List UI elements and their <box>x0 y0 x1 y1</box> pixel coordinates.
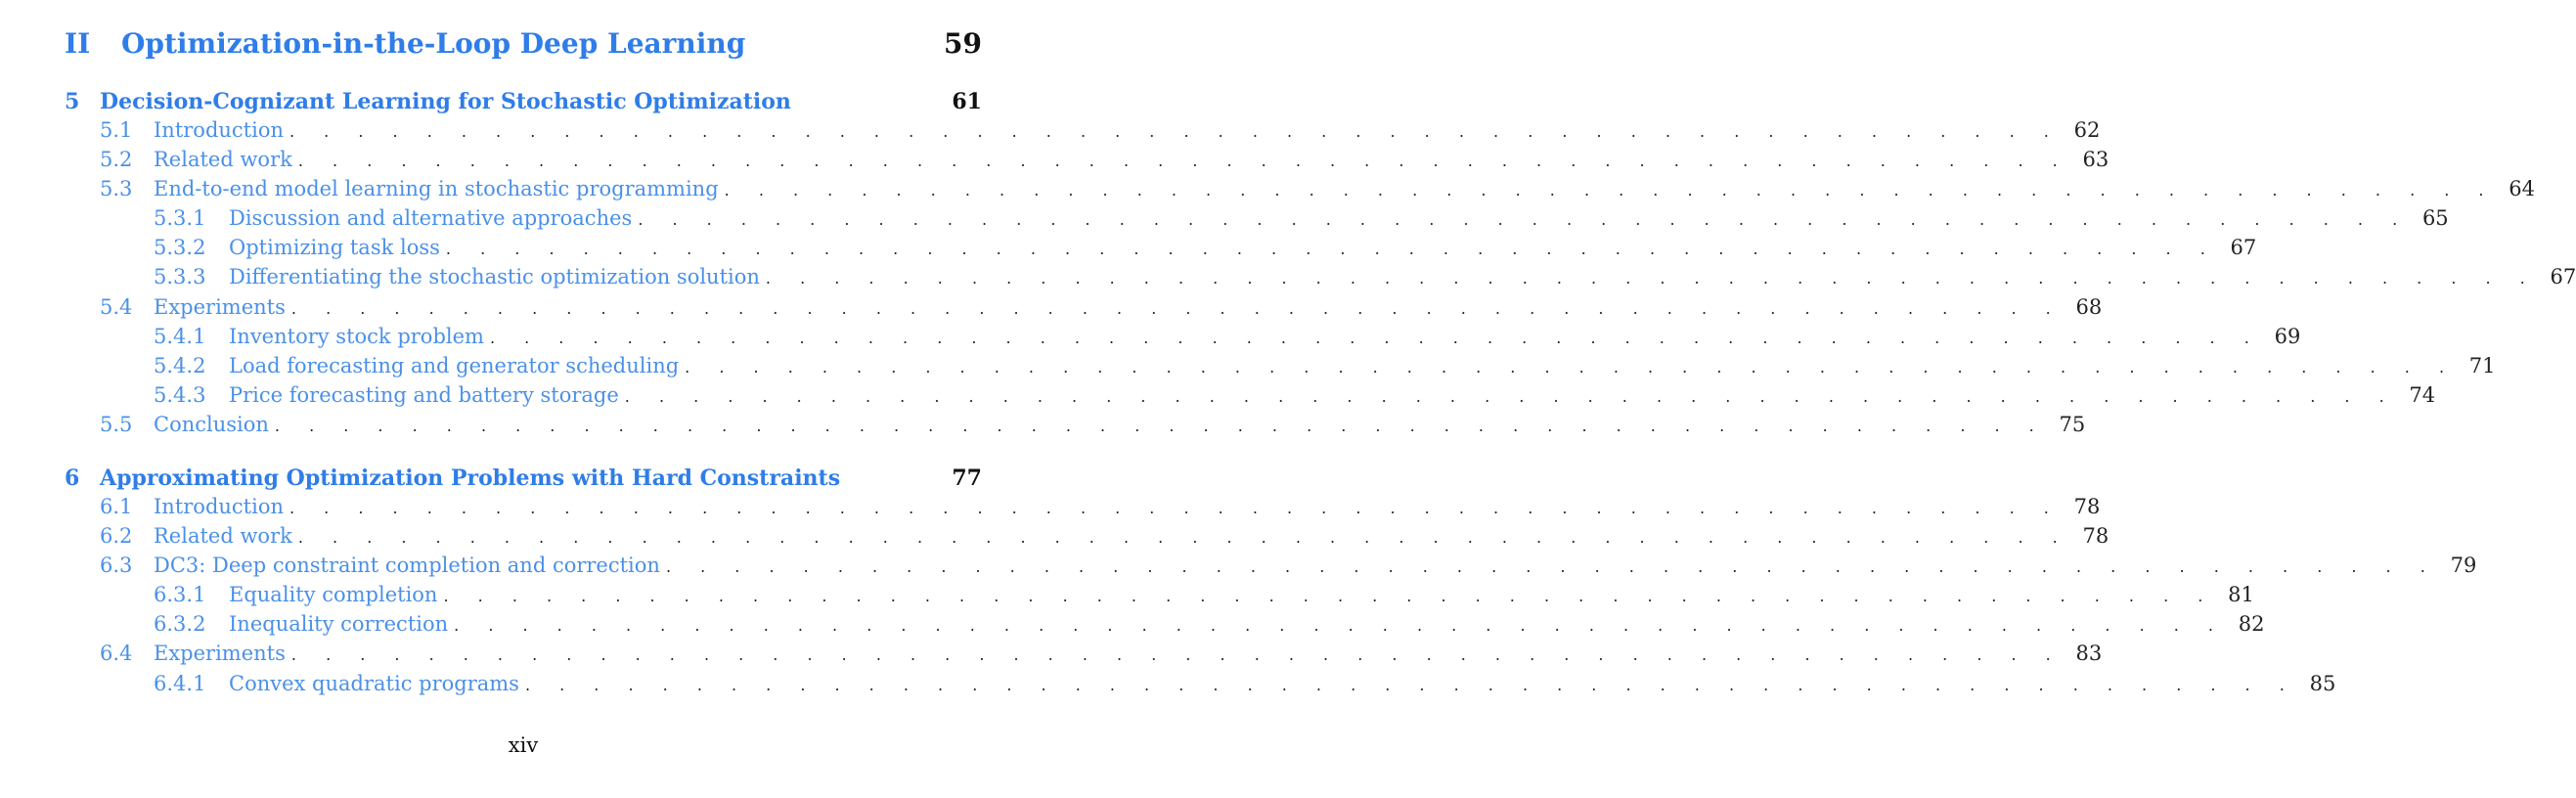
subsection-number: 6.3.1 <box>154 583 206 607</box>
subsection-title-link[interactable]: Differentiating the stochastic optimization solution <box>229 265 760 289</box>
subsection-number: 5.4.3 <box>154 382 206 407</box>
subsection-number: 6.3.2 <box>154 612 206 637</box>
subsection-page-number: 71 <box>2468 353 2496 377</box>
section-page-number: 62 <box>2073 118 2101 142</box>
subsection-title-link[interactable]: Equality completion <box>229 583 438 607</box>
dot-leader: . . . . . . . . . . . . . . . . . . . . . . . . . . . . . . . . . . . . . . . . . . . . . . . . . . . . <box>290 298 2064 318</box>
section-page-number: 63 <box>2082 148 2110 172</box>
toc-entry[interactable] <box>65 671 2336 701</box>
toc-chapter-6 <box>65 466 2477 701</box>
section-title-link[interactable]: Introduction <box>154 118 284 142</box>
dot-leader: . . . . . . . . . . . . . . . . . . . . . . . . . . . . . . . . . . . . . . . . . . . . . . . . . . . . <box>297 152 2070 171</box>
section-title-link[interactable]: Related work <box>154 524 292 549</box>
toc-entry[interactable] <box>65 642 2103 671</box>
section-page-number: 78 <box>2073 495 2101 518</box>
subsection-title-link[interactable]: Load forecasting and generator scheduling <box>229 353 680 377</box>
section-title-link[interactable]: End-to-end model learning in stochastic programming <box>154 177 719 201</box>
part-title-link[interactable]: Optimization-in-the-Loop Deep Learning <box>121 27 746 60</box>
dot-leader: . . . . . . . . . . . . . . . . . . . . . . . . . . . . . . . . . . . . . . . . . . . . . . . . . . . . <box>724 181 2496 200</box>
section-number: 5.2 <box>100 148 133 172</box>
chapter-number: 5 <box>65 89 80 114</box>
subsection-number: 5.3.3 <box>154 265 206 289</box>
toc-entry[interactable] <box>65 118 2101 148</box>
chapter-title-link[interactable]: Approximating Optimization Problems with Hard Constraints <box>100 466 841 491</box>
toc-entry[interactable] <box>65 206 2449 236</box>
dot-leader: . . . . . . . . . . . . . . . . . . . . . . . . . . . . . . . . . . . . . . . . . . . . . . . . . . . . <box>665 557 2438 577</box>
subsection-page-number: 67 <box>2550 265 2576 289</box>
dot-leader: . . . . . . . . . . . . . . . . . . . . . . . . . . . . . . . . . . . . . . . . . . . . . . . . . . . . <box>624 386 2397 406</box>
page-number-footer: xiv <box>508 733 539 757</box>
subsection-page-number: 82 <box>2238 612 2265 637</box>
section-number: 6.2 <box>100 524 133 549</box>
section-number: 5.3 <box>100 177 133 201</box>
subsection-page-number: 69 <box>2274 324 2301 348</box>
dot-leader: . . . . . . . . . . . . . . . . . . . . . . . . . . . . . . . . . . . . . . . . . . . . . . . . . . . . <box>297 528 2070 548</box>
toc-entry[interactable] <box>65 412 2086 442</box>
section-title-link[interactable]: DC3: Deep constraint completion and correction <box>154 554 660 578</box>
subsection-number: 5.4.1 <box>154 324 206 348</box>
chapter-page-number: 77 <box>952 466 982 491</box>
chapter-number: 6 <box>65 466 80 491</box>
subsection-number: 5.3.1 <box>154 206 206 231</box>
dot-leader: . . . . . . . . . . . . . . . . . . . . . . . . . . . . . . . . . . . . . . . . . . . . . . . . . . . . <box>443 587 2215 606</box>
part-page-number: 59 <box>944 27 982 60</box>
toc-entry[interactable] <box>65 324 2301 354</box>
subsection-page-number: 85 <box>2309 671 2336 695</box>
chapter-title-link[interactable]: Decision-Cognizant Learning for Stochastic Optimization <box>100 89 791 114</box>
section-number: 5.4 <box>100 294 133 319</box>
toc-entry[interactable] <box>65 177 2535 206</box>
subsection-number: 5.3.2 <box>154 236 206 260</box>
toc-chapter-5 <box>65 89 2576 442</box>
dot-leader: . . . . . . . . . . . . . . . . . . . . . . . . . . . . . . . . . . . . . . . . . . . . . . . . . . . . <box>445 240 2218 259</box>
section-page-number: 83 <box>2075 642 2103 666</box>
section-page-number: 64 <box>2509 177 2535 201</box>
section-number: 5.1 <box>100 118 133 142</box>
subsection-page-number: 65 <box>2421 206 2449 231</box>
subsection-page-number: 67 <box>2230 236 2257 260</box>
section-title-link[interactable]: Introduction <box>154 495 284 518</box>
chapter-heading[interactable] <box>65 89 982 118</box>
subsection-page-number: 74 <box>2409 382 2436 407</box>
chapter-heading[interactable] <box>65 466 982 495</box>
subsection-title-link[interactable]: Optimizing task loss <box>229 236 440 260</box>
section-number: 6.3 <box>100 554 133 578</box>
subsection-page-number: 81 <box>2228 583 2254 607</box>
dot-leader: . . . . . . . . . . . . . . . . . . . . . . . . . . . . . . . . . . . . . . . . . . . . . . . . . . . . <box>765 269 2538 288</box>
section-number: 6.4 <box>100 642 133 666</box>
toc-entry[interactable] <box>65 554 2477 583</box>
toc-entry[interactable] <box>65 148 2110 177</box>
subsection-title-link[interactable]: Discussion and alternative approaches <box>229 206 633 231</box>
dot-leader: . . . . . . . . . . . . . . . . . . . . . . . . . . . . . . . . . . . . . . . . . . . . . . . . . . . . <box>638 210 2410 230</box>
toc-entry[interactable] <box>65 612 2265 642</box>
section-title-link[interactable]: Related work <box>154 148 292 172</box>
dot-leader: . . . . . . . . . . . . . . . . . . . . . . . . . . . . . . . . . . . . . . . . . . . . . . . . . . . . <box>290 645 2064 665</box>
section-title-link[interactable]: Experiments <box>154 642 286 666</box>
toc-part-heading[interactable] <box>65 27 982 70</box>
toc-entry[interactable] <box>65 495 2101 524</box>
dot-leader: . . . . . . . . . . . . . . . . . . . . . . . . . . . . . . . . . . . . . . . . . . . . . . . . . . . . <box>289 499 2062 517</box>
section-number: 6.1 <box>100 495 133 518</box>
subsection-title-link[interactable]: Inventory stock problem <box>229 324 484 348</box>
toc-entry[interactable] <box>65 265 2576 294</box>
toc-page <box>65 0 2576 798</box>
part-number: II <box>65 27 91 60</box>
toc-entry[interactable] <box>65 382 2436 413</box>
toc-entry[interactable] <box>65 353 2496 383</box>
dot-leader: . . . . . . . . . . . . . . . . . . . . . . . . . . . . . . . . . . . . . . . . . . . . . . . . . . . . <box>289 122 2062 141</box>
subsection-number: 6.4.1 <box>154 671 206 695</box>
section-page-number: 78 <box>2082 524 2110 549</box>
toc-entry[interactable] <box>65 583 2254 612</box>
section-title-link[interactable]: Conclusion <box>154 412 269 436</box>
dot-leader: . . . . . . . . . . . . . . . . . . . . . . . . . . . . . . . . . . . . . . . . . . . . . . . . . . . . <box>454 616 2226 636</box>
toc-entry[interactable] <box>65 524 2110 554</box>
chapter-page-number: 61 <box>952 89 982 114</box>
subsection-number: 5.4.2 <box>154 353 206 377</box>
section-page-number: 79 <box>2450 554 2477 578</box>
dot-leader: . . . . . . . . . . . . . . . . . . . . . . . . . . . . . . . . . . . . . . . . . . . . . . . . . . . . <box>274 416 2047 435</box>
section-page-number: 68 <box>2075 294 2103 319</box>
toc-entry[interactable] <box>65 294 2103 325</box>
dot-leader: . . . . . . . . . . . . . . . . . . . . . . . . . . . . . . . . . . . . . . . . . . . . . . . . . . . . <box>524 675 2297 694</box>
subsection-title-link[interactable]: Convex quadratic programs <box>229 671 519 695</box>
toc-entry[interactable] <box>65 236 2257 265</box>
dot-leader: . . . . . . . . . . . . . . . . . . . . . . . . . . . . . . . . . . . . . . . . . . . . . . . . . . . . <box>685 357 2457 377</box>
dot-leader: . . . . . . . . . . . . . . . . . . . . . . . . . . . . . . . . . . . . . . . . . . . . . . . . . . . . <box>489 328 2262 347</box>
subsection-title-link[interactable]: Price forecasting and battery storage <box>229 382 619 407</box>
subsection-title-link[interactable]: Inequality correction <box>229 612 449 637</box>
section-title-link[interactable]: Experiments <box>154 294 286 319</box>
section-page-number: 75 <box>2059 412 2086 436</box>
section-number: 5.5 <box>100 412 133 436</box>
